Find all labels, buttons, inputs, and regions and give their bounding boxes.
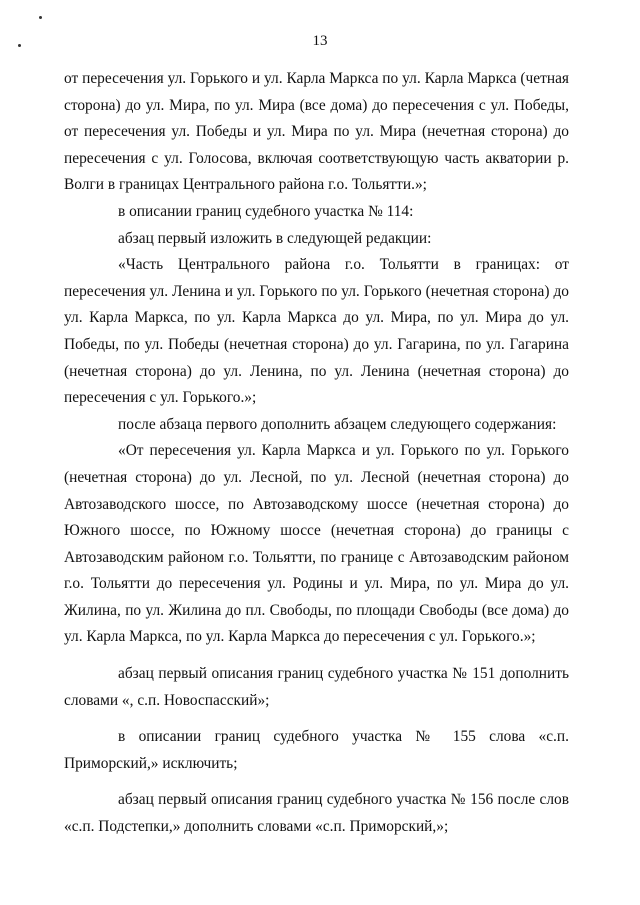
paragraph-add-abzac-instruction: после абзаца первого дополнить абзацем следующего содержания: xyxy=(118,415,557,433)
paragraph-section-151: абзац первый описания границ судебного участка № 151 дополнить словами «, с.п. Новоспасский»; xyxy=(64,665,569,709)
paragraph-continuation: от пересечения ул. Горького и ул. Карла Маркса по ул. Карла Маркса (четная сторона) до ул. Мира, по ул. Мира (все дома) до пересечения с ул. Победы, от пересечения ул. Победы и ул. Мира по ул. Мира (нечетная сторона) до пересечения с ул. Голосова, включая соответствующую часть акватории р. Волги в границах Центрального района г.о. Тольятти.»; xyxy=(64,70,569,194)
paragraph-quoted-boundaries-114: «Часть Центрального района г.о. Тольятти в границах: от пересечения ул. Ленина и ул. Горького по ул. Горького (нечетная сторона) до ул. Карла Маркса, по ул. Карла Маркса до ул. Мира, по ул. Мира до ул. Победы, по ул. Победы (нечетная сторона) до ул. Гагарина, по ул. Гагарина (нечетная сторона) до ул. Ленина, по ул. Ленина (нечетная сторона) до пересечения с ул. Горького.»; xyxy=(64,256,569,407)
paragraph-section-114-heading: в описании границ судебного участка № 114: xyxy=(118,202,414,220)
scan-speck xyxy=(39,16,42,19)
paragraph-section-155: в описании границ судебного участка № 155 слова «с.п. Приморский,» исключить; xyxy=(64,728,569,772)
paragraph-quoted-new-abzac: «От пересечения ул. Карла Маркса и ул. Горького по ул. Горького (нечетная сторона) до ул. Лесной, по ул. Лесной (нечетная сторона) до Автозаводского шоссе, по Автозаводскому шоссе (нечетная сторона) до Южного шоссе, по Южному шоссе (нечетная сторона) до границы с Автозаводским районом г.о. Тольятти, по границе с Автозаводским районом г.о. Тольятти до пересечения ул. Родины и ул. Мира, по ул. Мира до ул. Жилина, по ул. Жилина до пл. Свободы, по площади Свободы (все дома) до ул. Карла Маркса, по ул. Карла Маркса до пересечения с ул. Горького.»; xyxy=(64,442,569,646)
document-body xyxy=(64,66,569,841)
paragraph-section-156: абзац первый описания границ судебного участка № 156 после слов «с.п. Подстепки,» дополнить словами «с.п. Приморский,»; xyxy=(64,791,569,836)
page-number: 13 xyxy=(312,33,328,49)
paragraph-first-abzac-instruction: абзац первый изложить в следующей редакции: xyxy=(118,229,432,247)
